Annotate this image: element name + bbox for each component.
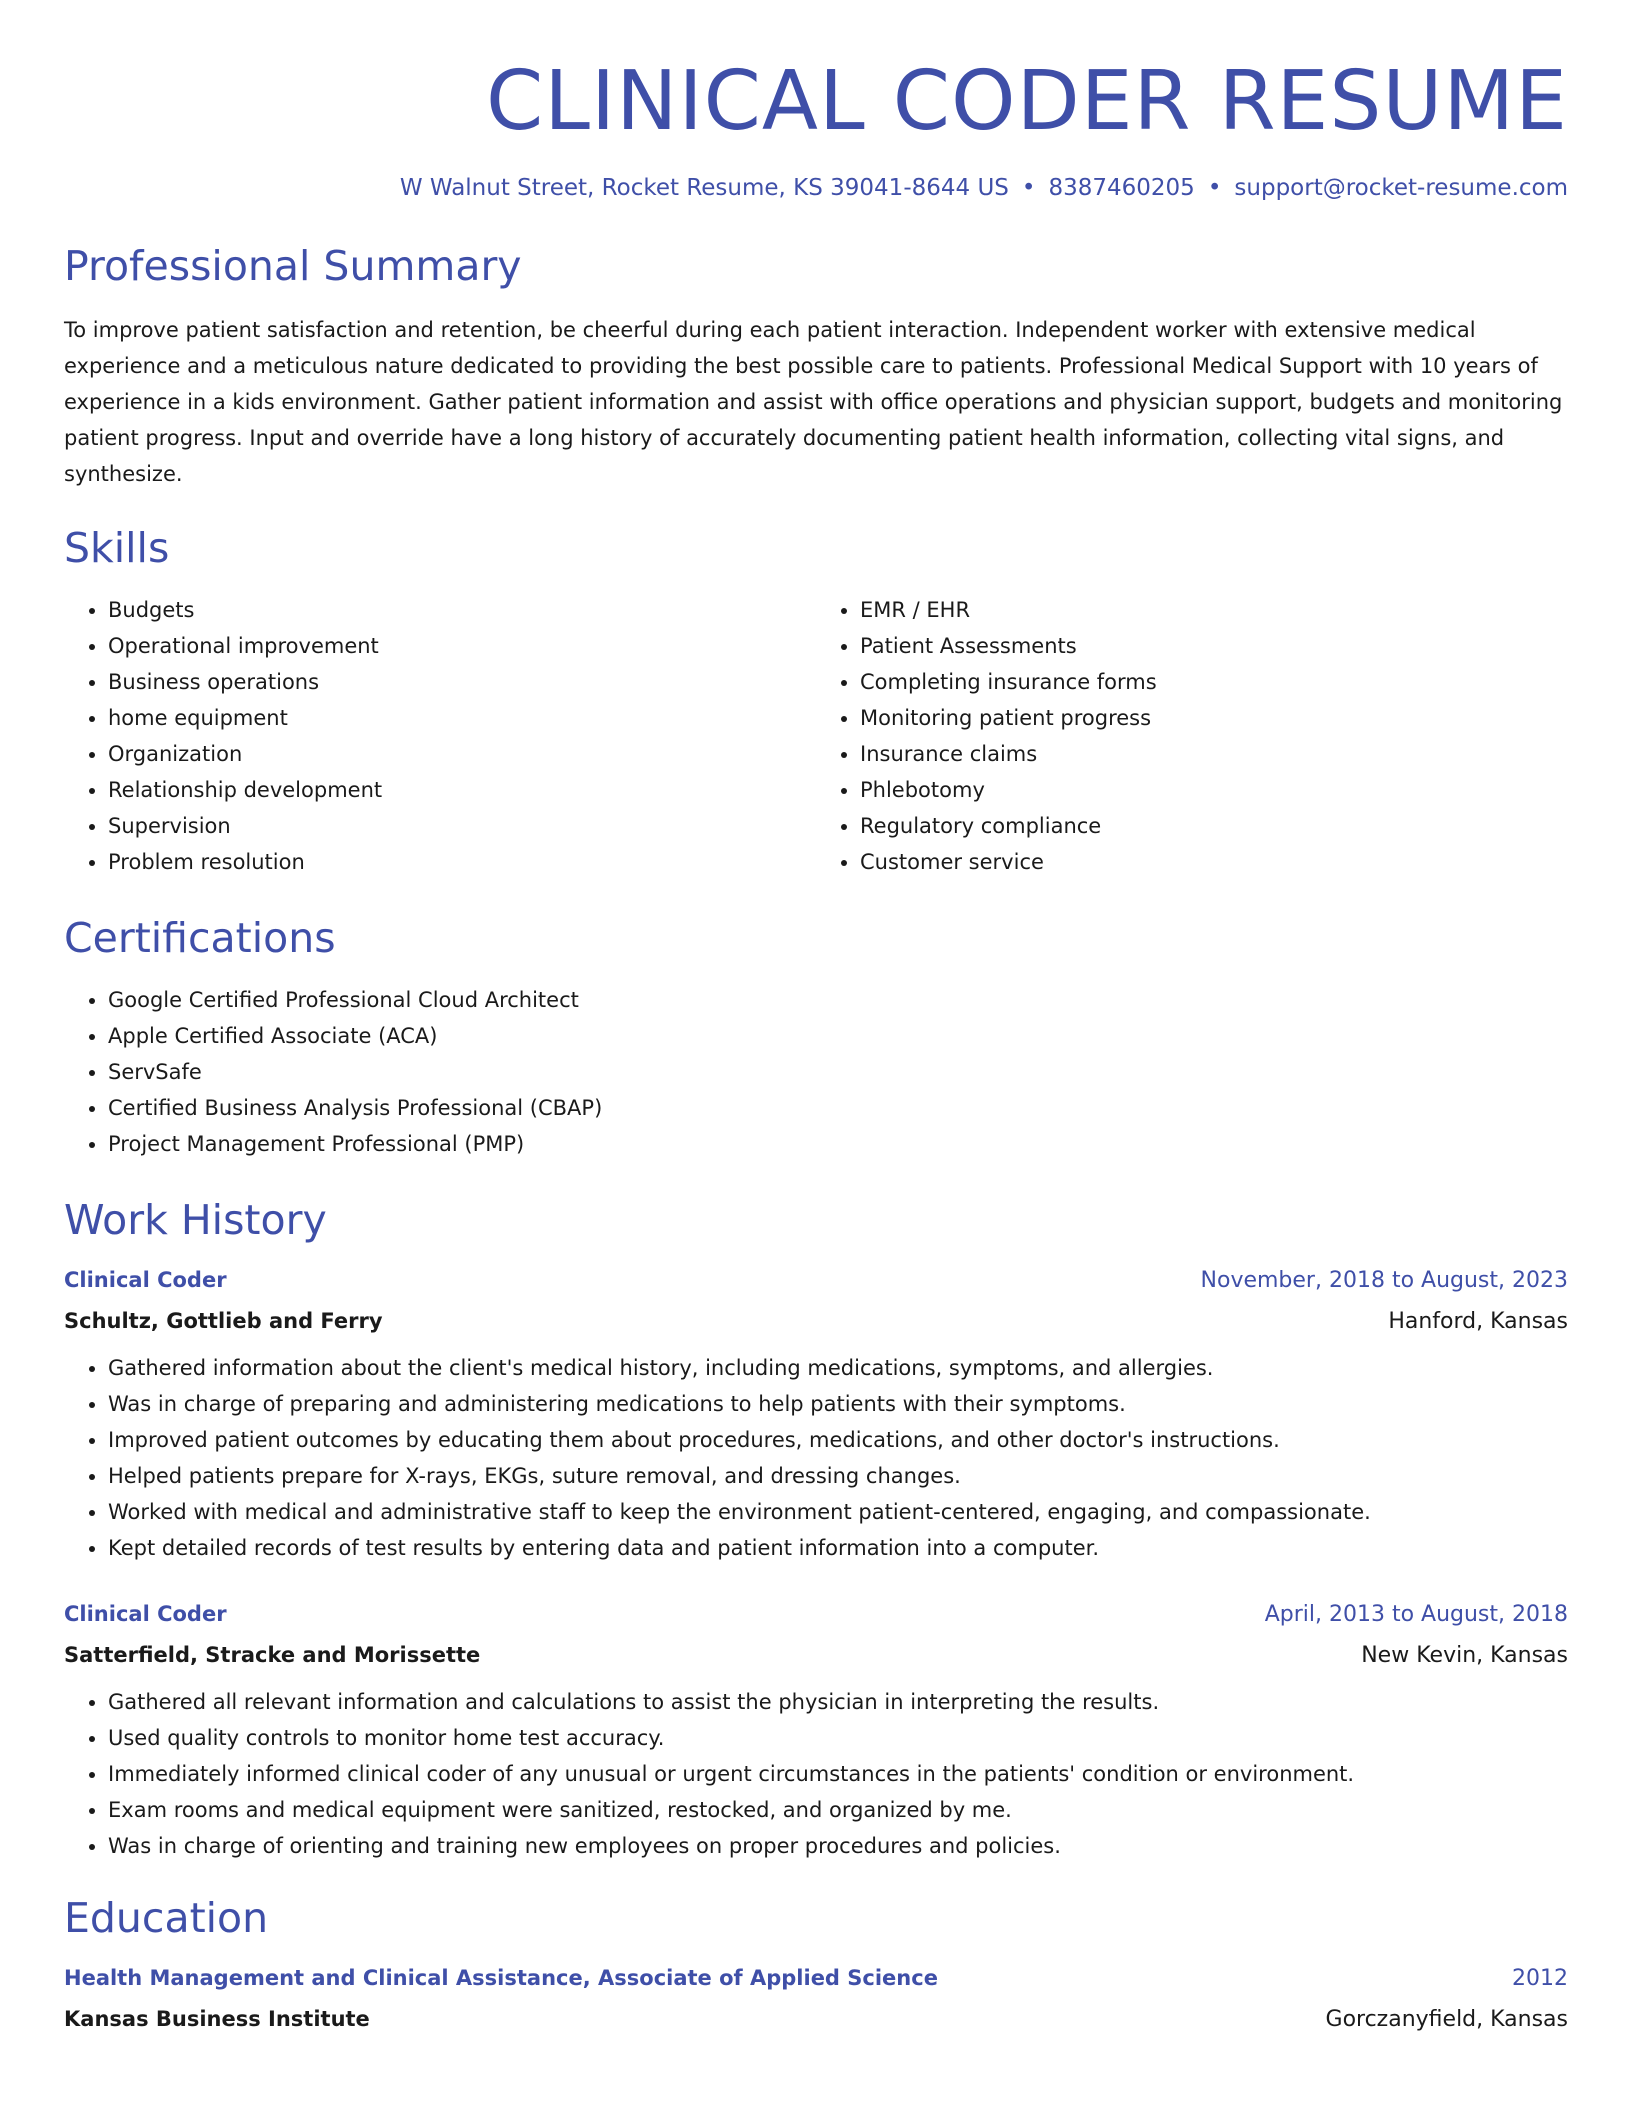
work-history-title: Work History: [64, 1196, 327, 1244]
job-entry: [64, 1260, 1568, 1566]
job-header-row: [64, 1594, 1568, 1635]
list-item: • Certified Business Analysis Professional (CBAP): [108, 1090, 1568, 1126]
skills-columns: [64, 592, 1568, 880]
list-item: • Helped patients prepare for X-rays, EKGs, suture removal, and dressing changes.: [108, 1458, 1568, 1494]
skills-section: [64, 520, 1568, 880]
certifications-list: [64, 982, 1568, 1162]
list-item: • Immediately informed clinical coder of any unusual or urgent circumstances in the patients' condition or environment.: [108, 1756, 1568, 1792]
job-location: Hanford, Kansas: [1388, 1309, 1568, 1334]
certifications-title: Certifications: [64, 914, 336, 962]
job-location: New Kevin, Kansas: [1361, 1643, 1568, 1668]
job-title: Clinical Coder: [64, 1602, 227, 1626]
list-item: • Phlebotomy: [860, 772, 1568, 808]
list-item: • home equipment: [108, 700, 816, 736]
skills-title: Skills: [64, 524, 170, 572]
contact-address: W Walnut Street, Rocket Resume, KS 39041-8644 US: [399, 175, 1009, 201]
job-dates: November, 2018 to August, 2023: [1200, 1268, 1568, 1293]
list-item: • EMR / EHR: [860, 592, 1568, 628]
list-item: • Monitoring patient progress: [860, 700, 1568, 736]
list-item: • Was in charge of orienting and training new employees on proper procedures and policies.: [108, 1828, 1568, 1864]
job-bullets: [64, 1350, 1568, 1566]
job-header-row: [64, 1260, 1568, 1301]
contact-phone: 8387460205: [1048, 175, 1195, 201]
education-title: Education: [64, 1894, 269, 1942]
education-location: Gorczanyfield, Kansas: [1325, 2007, 1568, 2032]
job-company: Schultz, Gottlieb and Ferry: [64, 1309, 383, 1333]
summary-title: Professional Summary: [64, 242, 522, 290]
contact-separator: •: [1021, 175, 1036, 201]
list-item: • Business operations: [108, 664, 816, 700]
skills-list-left: [64, 592, 816, 880]
job-entry: [64, 1594, 1568, 1864]
contact-email: support@rocket-resume.com: [1234, 175, 1568, 201]
list-item: • Gathered all relevant information and calculations to assist the physician in interpreting the results.: [108, 1684, 1568, 1720]
list-item: • Insurance claims: [860, 736, 1568, 772]
resume-name: CLINICAL CODER RESUME: [486, 54, 1568, 149]
list-item: • Exam rooms and medical equipment were sanitized, restocked, and organized by me.: [108, 1792, 1568, 1828]
list-item: • Apple Certified Associate (ACA): [108, 1018, 1568, 1054]
contact-separator: •: [1207, 175, 1222, 201]
summary-text: To improve patient satisfaction and retention, be cheerful during each patient interaction. Independent worker with extensive medical experience and a meticulous nature dedicated to providing the best possible care to patients. Professional Medical Support with 10 years of experience in a kids environment. Gather patient information and assist with office operations and physician support, budgets and monitoring patient progress. Input and override have a long history of accurately documenting patient health information, collecting vital signs, and synthesize.: [64, 318, 1563, 486]
list-item: • Budgets: [108, 592, 816, 628]
list-item: • Worked with medical and administrative staff to keep the environment patient-centered, engaging, and compassionate.: [108, 1494, 1568, 1530]
job-dates: April, 2013 to August, 2018: [1264, 1602, 1568, 1627]
list-item: • Kept detailed records of test results by entering data and patient information into a computer.: [108, 1530, 1568, 1566]
job-title: Clinical Coder: [64, 1268, 227, 1292]
list-item: • Organization: [108, 736, 816, 772]
job-bullets: [64, 1684, 1568, 1864]
list-item: • Problem resolution: [108, 844, 816, 880]
list-item: • Regulatory compliance: [860, 808, 1568, 844]
work-history-section: [64, 1192, 1568, 1864]
contact-line: [64, 172, 1568, 204]
list-item: • Was in charge of preparing and administering medications to help patients with their symptoms.: [108, 1386, 1568, 1422]
resume-header: [64, 0, 1568, 204]
list-item: • Project Management Professional (PMP): [108, 1126, 1568, 1162]
certifications-section: [64, 910, 1568, 1162]
education-degree: Health Management and Clinical Assistance, Associate of Applied Science: [64, 1966, 938, 1990]
list-item: • Used quality controls to monitor home test accuracy.: [108, 1720, 1568, 1756]
list-item: • Operational improvement: [108, 628, 816, 664]
education-year: 2012: [1512, 1966, 1568, 1991]
education-school: Kansas Business Institute: [64, 2007, 370, 2031]
education-section: [64, 1890, 1568, 2040]
list-item: • Gathered information about the client's medical history, including medications, symptoms, and allergies.: [108, 1350, 1568, 1386]
list-item: • Google Certified Professional Cloud Architect: [108, 982, 1568, 1018]
list-item: • Relationship development: [108, 772, 816, 808]
list-item: • ServSafe: [108, 1054, 1568, 1090]
job-company: Satterfield, Stracke and Morissette: [64, 1643, 481, 1667]
skills-list-right: [816, 592, 1568, 880]
education-school-row: [64, 1999, 1568, 2040]
job-company-row: [64, 1301, 1568, 1342]
summary-section: [64, 238, 1568, 492]
list-item: • Improved patient outcomes by educating them about procedures, medications, and other doctor's instructions.: [108, 1422, 1568, 1458]
list-item: • Patient Assessments: [860, 628, 1568, 664]
list-item: • Customer service: [860, 844, 1568, 880]
education-entry: [64, 1958, 1568, 2040]
list-item: • Completing insurance forms: [860, 664, 1568, 700]
education-header-row: [64, 1958, 1568, 1999]
job-company-row: [64, 1635, 1568, 1676]
list-item: • Supervision: [108, 808, 816, 844]
